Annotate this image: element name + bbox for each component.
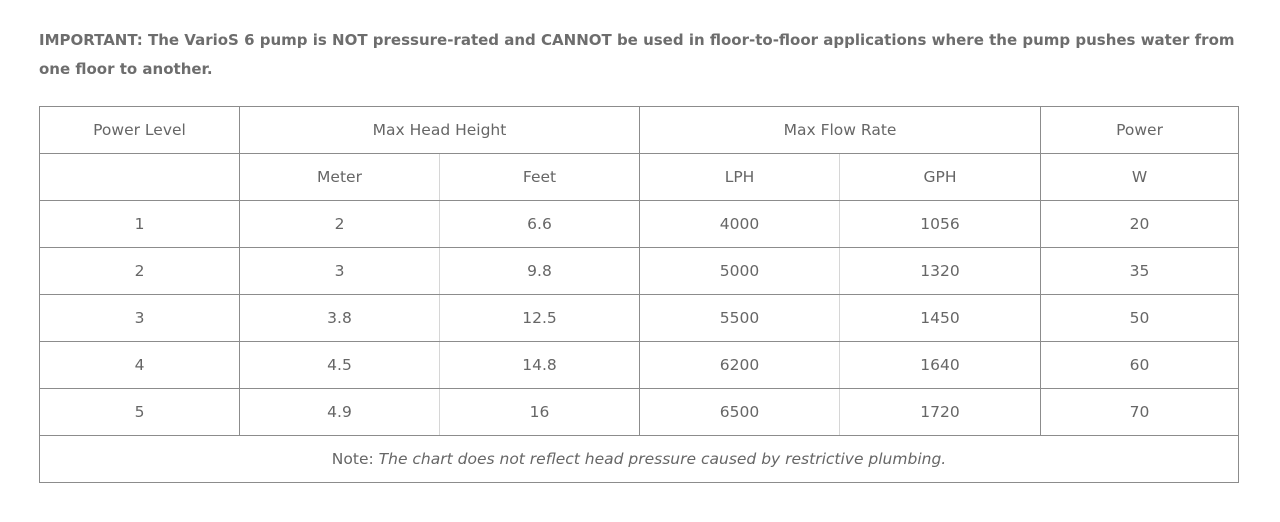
- cell-meter: 3.8: [240, 295, 440, 342]
- header-max-head-height: Max Head Height: [240, 107, 640, 154]
- cell-level: 3: [40, 295, 240, 342]
- cell-lph: 4000: [640, 201, 840, 248]
- unit-meter: Meter: [240, 154, 440, 201]
- table-row: [40, 342, 1239, 389]
- header-power: Power: [1041, 107, 1239, 154]
- cell-level: 2: [40, 248, 240, 295]
- cell-feet: 14.8: [440, 342, 640, 389]
- cell-meter: 4.5: [240, 342, 440, 389]
- cell-watts: 35: [1041, 248, 1239, 295]
- unit-lph: LPH: [640, 154, 840, 201]
- cell-watts: 50: [1041, 295, 1239, 342]
- cell-meter: 2: [240, 201, 440, 248]
- important-notice: IMPORTANT: The VarioS 6 pump is NOT pressure-rated and CANNOT be used in floor-to-floor applications where the pump pushes water from one floor to another.: [39, 31, 1235, 78]
- cell-watts: 70: [1041, 389, 1239, 436]
- cell-gph: 1450: [840, 295, 1041, 342]
- cell-gph: 1056: [840, 201, 1041, 248]
- cell-gph: 1720: [840, 389, 1041, 436]
- header-power-level: Power Level: [40, 107, 240, 154]
- cell-meter: 4.9: [240, 389, 440, 436]
- cell-lph: 6200: [640, 342, 840, 389]
- cell-lph: 5500: [640, 295, 840, 342]
- cell-feet: 9.8: [440, 248, 640, 295]
- table-note-row: [40, 436, 1239, 483]
- table-row: [40, 295, 1239, 342]
- cell-meter: 3: [240, 248, 440, 295]
- note-text: The chart does not reflect head pressure caused by restrictive plumbing.: [378, 450, 947, 468]
- cell-watts: 20: [1041, 201, 1239, 248]
- table-group-header-row: [40, 107, 1239, 154]
- table-unit-header-row: [40, 154, 1239, 201]
- unit-power-level-empty: [40, 154, 240, 201]
- unit-gph: GPH: [840, 154, 1041, 201]
- unit-watts: W: [1041, 154, 1239, 201]
- header-max-flow-rate: Max Flow Rate: [640, 107, 1041, 154]
- table-note: [40, 436, 1239, 483]
- pump-spec-table: [39, 106, 1239, 483]
- cell-level: 5: [40, 389, 240, 436]
- note-label: Note:: [331, 450, 374, 468]
- cell-feet: 6.6: [440, 201, 640, 248]
- unit-feet: Feet: [440, 154, 640, 201]
- cell-level: 1: [40, 201, 240, 248]
- cell-lph: 6500: [640, 389, 840, 436]
- cell-lph: 5000: [640, 248, 840, 295]
- cell-level: 4: [40, 342, 240, 389]
- table-row: [40, 389, 1239, 436]
- cell-gph: 1640: [840, 342, 1041, 389]
- cell-feet: 12.5: [440, 295, 640, 342]
- table-row: [40, 248, 1239, 295]
- cell-watts: 60: [1041, 342, 1239, 389]
- table-row: [40, 201, 1239, 248]
- cell-feet: 16: [440, 389, 640, 436]
- cell-gph: 1320: [840, 248, 1041, 295]
